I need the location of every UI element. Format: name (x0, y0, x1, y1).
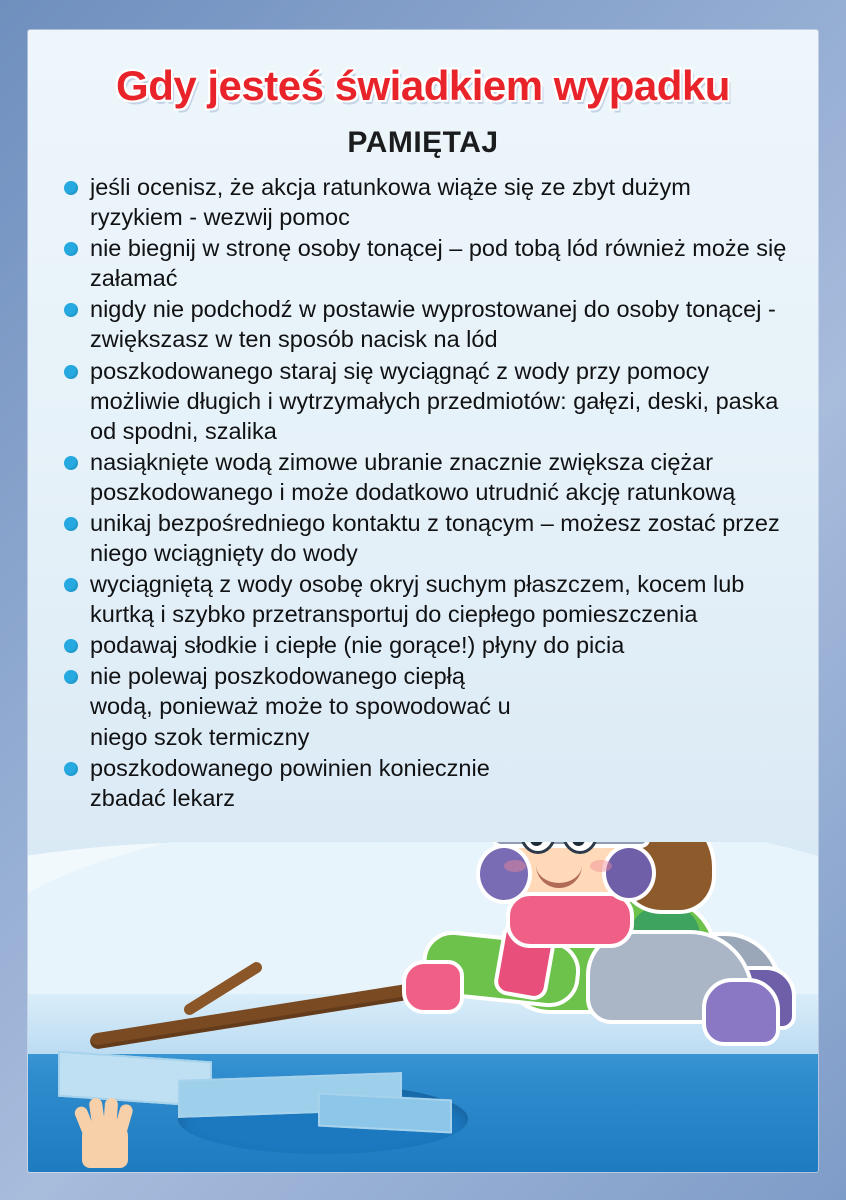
subtitle: PAMIĘTAJ (347, 126, 499, 160)
ice-block (58, 1051, 212, 1108)
ice-block (318, 1092, 452, 1133)
list-item (62, 233, 788, 293)
girl-near-leg (586, 930, 754, 1024)
list-item (62, 508, 788, 568)
list-item (62, 630, 788, 660)
poster-content (28, 30, 818, 813)
list-item (62, 294, 788, 354)
sky-band (28, 842, 818, 982)
list-item (62, 172, 788, 232)
girl-mouth (536, 865, 582, 888)
tree-branch (89, 978, 447, 1050)
snow-hill-back (28, 842, 668, 1022)
bullet-icon (64, 639, 78, 653)
list-item (62, 661, 520, 751)
bullet-icon (64, 517, 78, 531)
girl-pupil (572, 842, 585, 846)
girl-far-boot (724, 966, 796, 1030)
bullet-icon (64, 456, 78, 470)
girl-near-boot (702, 978, 780, 1046)
list-item (62, 447, 788, 507)
ice-block (178, 1072, 402, 1118)
bullet-icon (64, 670, 78, 684)
list-item (62, 569, 788, 629)
list-item-text: poszkodowanego staraj się wyciągnąć z wody przy pomocy możliwie długich i wytrzymałych przedmiotów: gałęzi, deski, paska od spodni, szalika (90, 357, 779, 444)
girl-earmuff-right (602, 844, 656, 902)
list-item-text: podawaj słodkie i ciepłe (nie gorące!) płyny do picia (90, 632, 625, 659)
girl-scarf (506, 892, 634, 948)
list-item-text: nie biegnij w stronę osoby tonącej – pod tobą lód również może się załamać (90, 235, 787, 292)
list-item-text: jeśli ocenisz, że akcja ratunkowa wiąże się ze zbyt dużym ryzykiem - wezwij pomoc (90, 174, 691, 231)
girl-rescuer-figure (380, 842, 800, 1054)
ice-hole (178, 1084, 468, 1154)
girl-arm (419, 928, 583, 1010)
girl-cheek (504, 860, 526, 872)
bullet-icon (64, 303, 78, 317)
page-title: Gdy jesteś świadkiem wypadku (116, 62, 730, 109)
girl-pupil (530, 842, 543, 846)
girl-hat (492, 842, 650, 848)
bullet-icon (64, 242, 78, 256)
list-item (62, 753, 520, 813)
list-item-text: poszkodowanego powinien koniecznie zbadać lekarz (90, 754, 490, 811)
girl-jacket-stripe (630, 906, 700, 996)
bullet-icon (64, 365, 78, 379)
girl-eye (520, 842, 556, 854)
bullet-icon (64, 762, 78, 776)
list-item-text: wyciągniętą z wody osobę okryj suchym płaszczem, kocem lub kurtką i szybko przetransportuj do ciepłego pomieszczenia (90, 571, 745, 628)
girl-head (498, 842, 642, 928)
drowning-hand-icon (74, 1088, 140, 1168)
girl-mitten (402, 960, 464, 1014)
list-item (62, 356, 788, 446)
list-item-text: nasiąknięte wodą zimowe ubranie znacznie zwiększa ciężar poszkodowanego i może dodatkowo utrudnić akcję ratunkową (90, 448, 736, 505)
safety-tips-list (54, 172, 792, 813)
girl-scarf-tail (492, 920, 558, 1002)
girl-earmuff-left (476, 844, 532, 904)
list-item-text: nigdy nie podchodź w postawie wyprostowanej do osoby tonącej - zwiększasz w ten sposób nacisk na lód (90, 296, 776, 353)
bullet-icon (64, 578, 78, 592)
bullet-icon (64, 181, 78, 195)
poster-card (28, 30, 818, 1172)
tree-branch-twig (182, 960, 264, 1017)
water-surface (28, 1012, 818, 1172)
girl-eye (562, 842, 598, 854)
ice-sheet (28, 994, 818, 1054)
list-item-text: unikaj bezpośredniego kontaktu z tonącym – możesz zostać przez niego wciągnięty do wody (90, 509, 780, 567)
winter-ice-illustration (28, 842, 818, 1172)
girl-hair (616, 842, 716, 914)
girl-far-leg (624, 932, 782, 1018)
girl-cheek (590, 860, 612, 872)
girl-jacket (500, 896, 718, 1014)
list-item-text: nie polewaj poszkodowanego ciepłą wodą, ponieważ może to spowodować u niego szok termiczny (90, 663, 511, 750)
snow-hill-front (28, 842, 818, 1032)
